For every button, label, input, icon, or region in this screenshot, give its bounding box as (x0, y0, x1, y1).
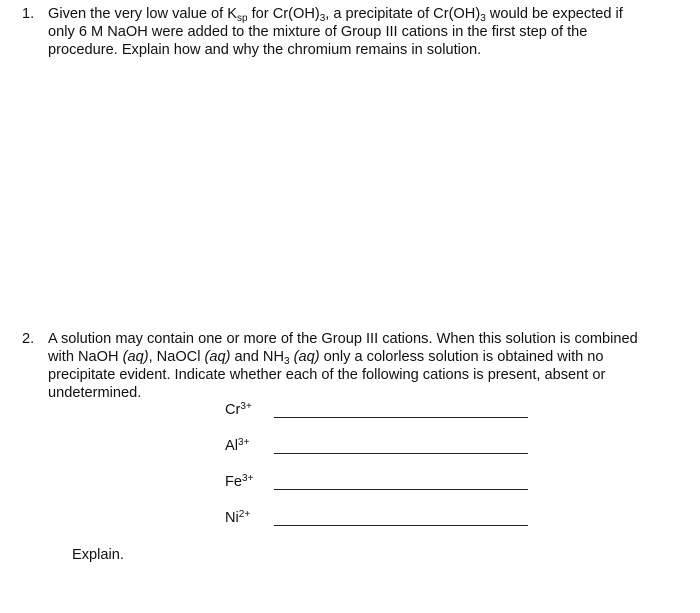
question-2 (22, 330, 692, 402)
question-1 (22, 5, 692, 59)
question-text (48, 5, 692, 59)
cation-label-al: $Al^{3+}$ (225, 437, 250, 454)
text-line: precipitate evident. Indicate whether each of the following cations is present, absent or (48, 367, 606, 383)
question-number: 2. (22, 331, 35, 347)
text-line: only 6 M NaOH were added to the mixture of Group III cations in the first step of the (48, 24, 588, 40)
text-line: A solution may contain one or more of the Group III cations. When this solution is combined (48, 331, 638, 347)
cation-label-cr: $Cr^{3+}$ (225, 401, 252, 418)
answer-line-al[interactable] (274, 453, 528, 454)
text-line: Given the very low value of $K_{sp}$ for $Cr(OH)_3$, a precipitate of $Cr(OH)_3$ would be expected if (48, 6, 623, 24)
cation-label-ni: $Ni^{2+}$ (225, 509, 251, 526)
text-line: undetermined. (48, 385, 142, 401)
answer-line-cr[interactable] (274, 417, 528, 418)
explain-label: Explain. (72, 547, 124, 563)
question-text (48, 330, 692, 402)
question-number: 1. (22, 6, 35, 22)
answer-line-ni[interactable] (274, 525, 528, 526)
text-line: with NaOH (aq), NaOCl (aq) and $NH_3$ (aq) only a colorless solution is obtained with no (48, 349, 604, 367)
answer-line-fe[interactable] (274, 489, 528, 490)
cation-label-fe: $Fe^{3+}$ (225, 473, 254, 490)
text-line: procedure. Explain how and why the chromium remains in solution. (48, 42, 482, 58)
